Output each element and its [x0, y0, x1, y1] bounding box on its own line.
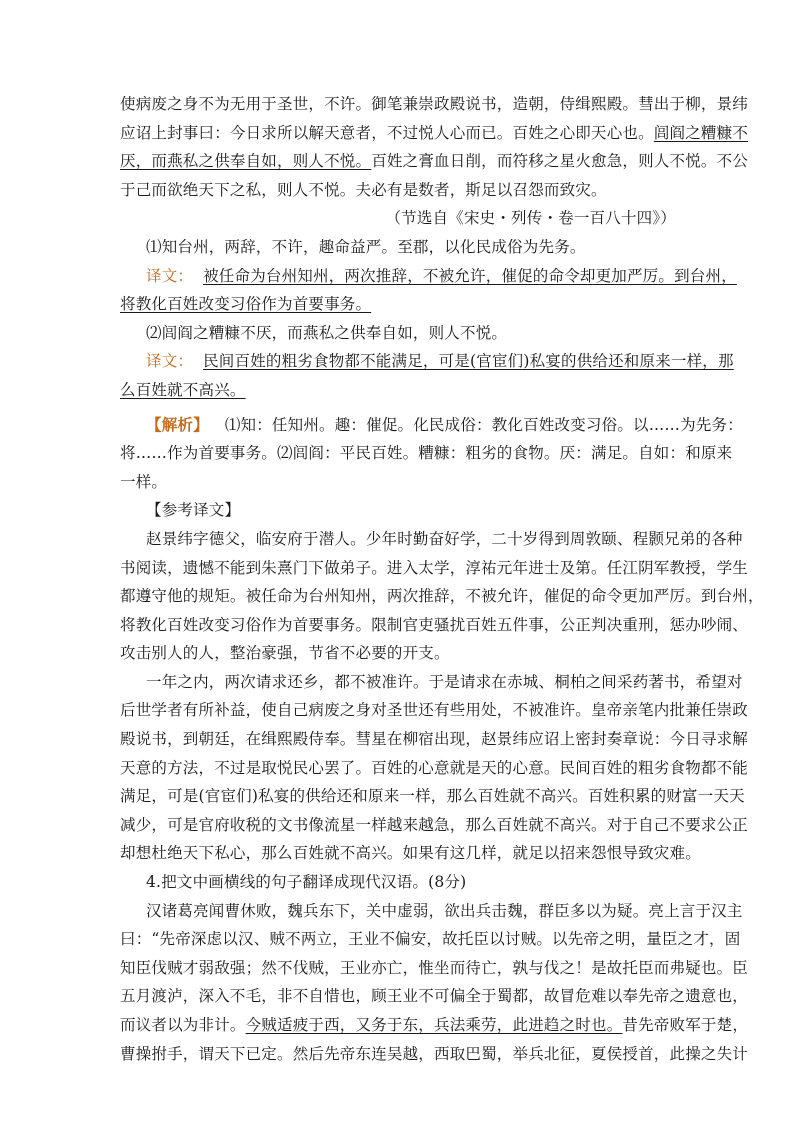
passage-text: 昔先帝败军于楚， — [622, 1016, 749, 1034]
translation-label: 译文： — [146, 266, 194, 285]
underlined-sentence: 闾阎之糟糠不 — [653, 123, 749, 142]
question-4-title: 4.把文中画横线的句子翻译成现代汉语。(8分) — [146, 873, 467, 892]
translation-label: 译文： — [146, 352, 194, 371]
reference-line: 一年之内，两次请求还乡，都不被准许。于是请求在赤城、桐柏之间采药著书，希望对 — [146, 672, 743, 691]
reference-line: 后世学者有所补益，使自己病废之身对圣世还有些用处，不被准许。皇帝亲笔内批兼任崇政 — [120, 701, 749, 720]
q2-sentence: ⑵闾阎之糟糠不厌，而燕私之供奉自如，则人不悦。 — [146, 323, 508, 342]
passage-line — [120, 147, 749, 176]
reference-line: 却想杜绝天下私心，那么百姓就不高兴。如果有这几样，就足以招来怨恨导致灾难。 — [120, 844, 701, 863]
reference-line: 赵景纬字德父，临安府于潜人。少年时勤奋好学，二十岁得到周敦颐、程颢兄弟的各种 — [146, 529, 743, 548]
translation-answer: 民间百姓的粗劣食物都不能满足，可是(官宦们)私宴的供给还和原来一样，那 — [203, 352, 734, 371]
reference-line: 将教化百姓改变习俗作为首要事务。限制官吏骚扰百姓五件事，公正判决重刑，惩办吵闹、 — [120, 615, 749, 634]
reference-line: 都遵守他的规矩。被任命为台州知州，两次推辞，不被允许，催促的命令更加严厉。到台州， — [120, 587, 764, 606]
analysis-line — [120, 411, 743, 440]
reference-heading: 【参考译文】 — [146, 501, 241, 520]
reference-line: 满足，可是(官宦们)私宴的供给还和原来一样，那么百姓就不高兴。百姓积累的财富一天天 — [120, 787, 745, 806]
analysis-label: 【解析】 — [146, 414, 209, 434]
passage-line: 于己而欲绝天下之私，则人不悦。夫必有是数者，斯足以召怨而致灾。 — [120, 180, 607, 199]
q4-passage-line: 曰：“先帝深虑以汉、贼不两立，王业不偏安，故托臣以讨贼。以先帝之明，量臣之才，固 — [120, 930, 741, 949]
q4-passage-line: 曹操拊手，谓天下已定。然后先帝东连吴越，西取巴蜀，举兵北征，夏侯授首，此操之失计 — [120, 1044, 749, 1063]
passage-line: 使病废之身不为无用于圣世，不许。御笔兼崇政殿说书，造朝，侍缉熙殿。彗出于柳，景纬 — [120, 95, 749, 113]
analysis-text: ⑴知：任知州。趣：催促。化民成俗：教化百姓改变习俗。以……为先务： — [224, 415, 743, 434]
translation-answer: 被任命为台州知州，两次推辞，不被允许，催促的命令却更加严厉。到台州， — [203, 266, 737, 285]
q1-translation-cont — [120, 290, 680, 319]
source-citation: （节选自《宋史・列传・卷一百八十四》） — [385, 209, 676, 228]
document-page — [120, 90, 764, 1068]
reference-line: 天意的方法，不过是取悦民心罢了。百姓的心意就是天的心意。民间百姓的粗劣食物都不能 — [120, 758, 749, 777]
q4-passage-line: 汉诸葛亮闻曹休败，魏兵东下，关中虚弱，欲出兵击魏，群臣多以为疑。亮上言于汉主 — [146, 901, 743, 920]
reference-line: 攻击别人的人，整治豪强，节省不必要的开支。 — [120, 644, 450, 663]
q1-translation — [120, 262, 737, 291]
analysis-line: 将……作为首要事务。⑵闾阎：平民百姓。糟糠：粗劣的食物。厌：满足。自如：和原来 — [120, 444, 733, 463]
reference-line: 殿说书，到朝廷，在缉熙殿侍奉。彗星在柳宿出现，赵景纬应诏上密封奏章说：今日寻求解 — [120, 730, 749, 749]
passage-text: 应诏上封事曰：今日求所以解天意者，不过悦人心而已。百姓之心即天心也。 — [120, 123, 654, 142]
q4-passage-line: 知臣伐贼才弱敌强；然不伐贼，王业亦亡，惟坐而待亡，孰与伐之！是故托臣而弗疑也。臣 — [120, 958, 749, 977]
q4-passage-line — [120, 1011, 749, 1040]
reference-line: 书阅读，遗憾不能到朱熹门下做弟子。进入太学，淳祐元年进士及第。任江阴军教授，学生 — [120, 558, 749, 577]
q1-sentence: ⑴知台州，两辞，不许，趣命益严。至郡，以化民成俗为先务。 — [146, 237, 586, 256]
q2-translation-cont — [120, 376, 680, 405]
q4-passage-line: 五月渡泸，深入不毛，非不自惜也，顾王业不可偏全于蜀都，故冒危难以奉先帝之遗意也， — [120, 987, 749, 1006]
analysis-line: 一样。 — [120, 472, 168, 491]
q2-translation — [120, 347, 734, 376]
passage-text: 而议者以为非计。 — [120, 1016, 246, 1034]
underlined-sentence: 则人不悦。 — [292, 152, 372, 171]
underlined-sentence: 今贼适疲于西，又务于东，兵法乘劳，此进趋之时也。 — [245, 1016, 623, 1034]
underlined-sentence: 厌，而燕私之供奉自如， — [120, 152, 293, 171]
reference-line: 减少，可是官府收税的文书像流星一样越来越急，那么百姓就不高兴。对于自己不要求公正 — [120, 815, 749, 834]
passage-line — [120, 119, 749, 148]
translation-answer: 将教化百姓改变习俗作为首要事务。 — [120, 295, 372, 314]
translation-answer: 么百姓就不高兴。 — [120, 380, 246, 399]
passage-text: 百姓之膏血日削，而符移之星火愈急，则人不悦。不公 — [371, 152, 749, 171]
